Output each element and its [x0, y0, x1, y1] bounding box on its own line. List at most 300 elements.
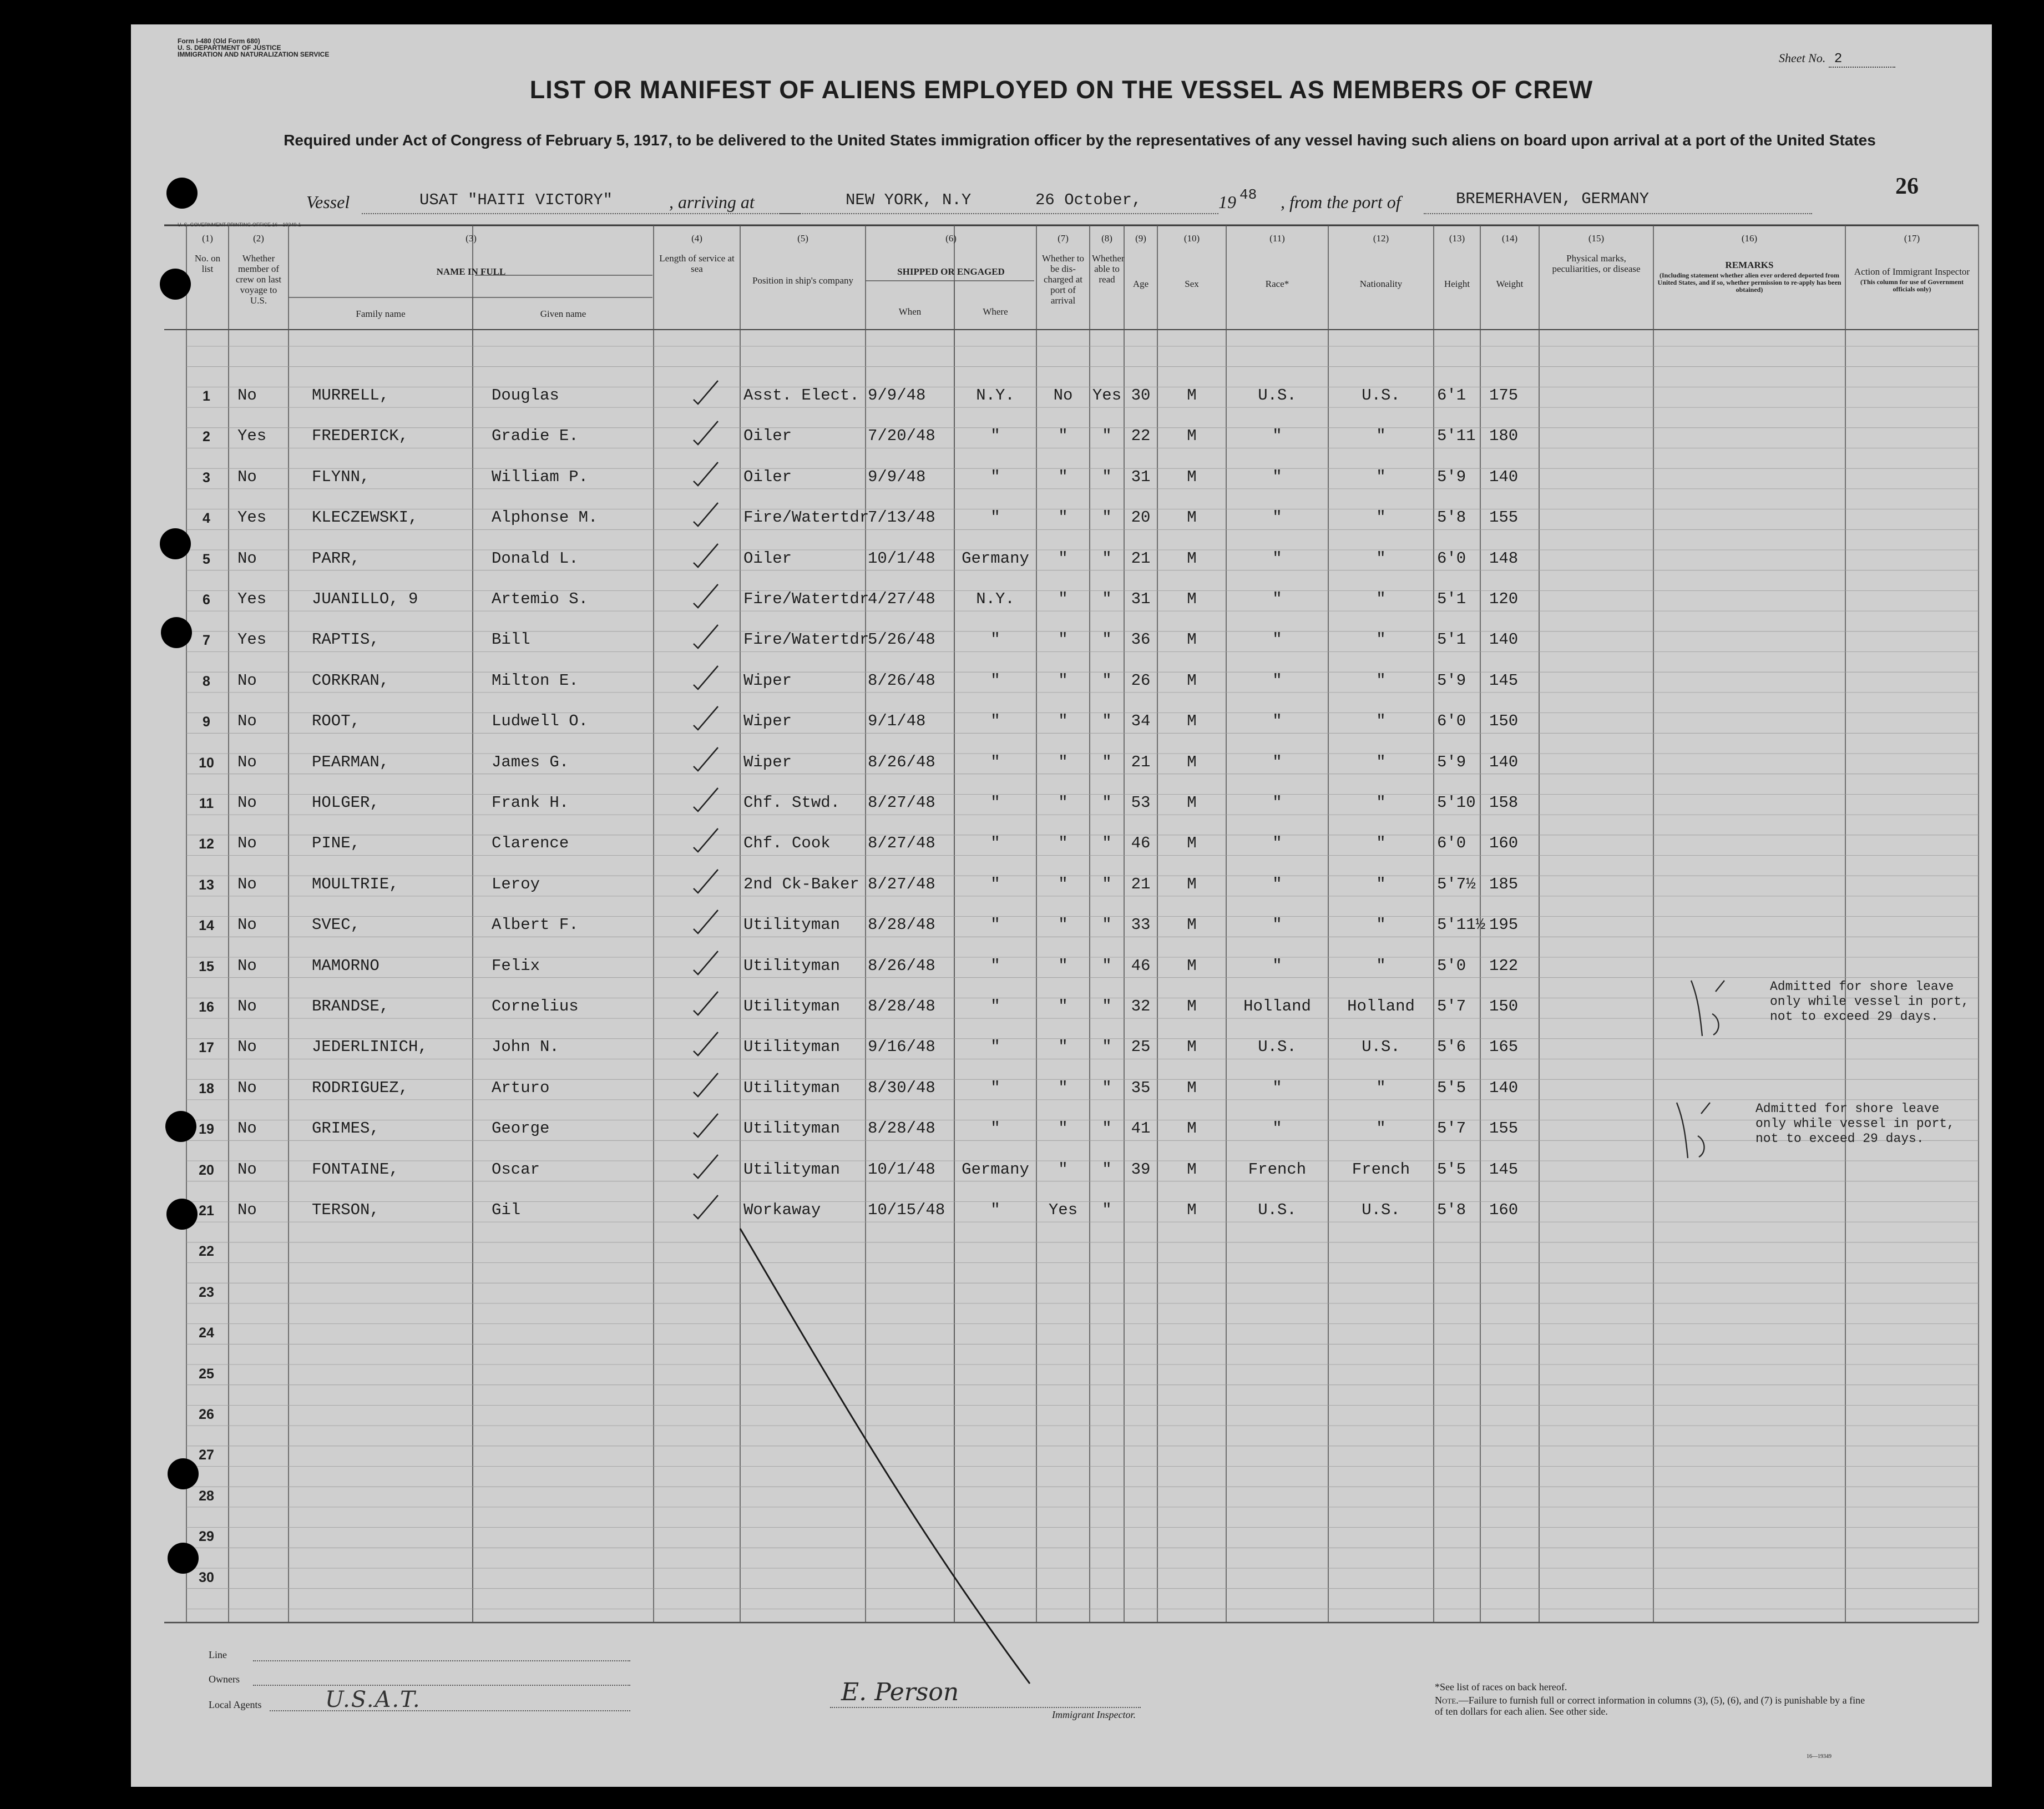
sex: M — [1187, 794, 1197, 812]
nationality: " — [1376, 630, 1386, 649]
discharged: " — [1058, 916, 1068, 934]
column-header-c1: No. on list — [194, 253, 221, 274]
weight: 120 — [1489, 590, 1519, 608]
note-label: Note. — [1435, 1695, 1459, 1706]
shipped-where: " — [990, 467, 1000, 486]
binder-hole — [166, 178, 198, 209]
form-id-line3: IMMIGRATION AND NATURALIZATION SERVICE — [178, 50, 330, 58]
race: Holland — [1243, 997, 1311, 1015]
column-number-c3: (3) — [466, 233, 477, 244]
shipped-when: 10/15/48 — [868, 1201, 945, 1219]
given-name: Ludwell O. — [492, 712, 589, 731]
column-number-c6: (6) — [945, 233, 957, 244]
discharged: " — [1058, 467, 1068, 486]
document-subtitle: Required under Act of Congress of February 5, 1917, to be delivered to the United States immigration officer by the representatives of any vessel having such aliens on board upon arrival at a port of the United States — [284, 132, 1876, 149]
family-name: SVEC, — [312, 916, 361, 934]
line-underline — [253, 1660, 630, 1661]
row-number: 1 — [203, 388, 210, 404]
family-name: JUANILLO, 9 — [312, 590, 418, 608]
weight: 140 — [1489, 467, 1519, 486]
weight: 148 — [1489, 549, 1519, 568]
able-to-read: " — [1102, 508, 1112, 527]
race: " — [1272, 712, 1282, 731]
prev-voyage: Yes — [237, 630, 267, 649]
weight: 150 — [1489, 712, 1519, 731]
shipped-where: " — [990, 712, 1000, 731]
race: " — [1272, 1119, 1282, 1138]
age: 46 — [1131, 834, 1151, 853]
column-header-c12: Nationality — [1359, 279, 1403, 289]
race: U.S. — [1258, 386, 1297, 405]
column-header-given: Given name — [540, 309, 586, 319]
position: Utilityman — [743, 916, 841, 934]
from-port: BREMERHAVEN, GERMANY — [1456, 190, 1650, 208]
note-text: —Failure to furnish full or correct information in columns (3), (5), (6), and (7) is punishable by a fine of ten dollars for each alien. See other side. — [1435, 1695, 1865, 1717]
race: " — [1272, 956, 1282, 975]
shipped-when: 9/9/48 — [868, 467, 926, 486]
shipped-where: " — [990, 752, 1000, 771]
given-name: Artemio S. — [492, 590, 589, 608]
nationality: U.S. — [1362, 1038, 1400, 1057]
shipped-when: 8/27/48 — [868, 875, 935, 893]
nationality: " — [1376, 671, 1386, 690]
sex: M — [1187, 1078, 1197, 1097]
column-number-c12: (12) — [1373, 233, 1389, 244]
nationality: " — [1376, 956, 1386, 975]
discharged: " — [1058, 752, 1068, 771]
closing-stroke — [131, 24, 1992, 1787]
prev-voyage: No — [237, 1038, 257, 1057]
nationality: " — [1376, 752, 1386, 771]
age: 21 — [1131, 549, 1151, 568]
nationality: Holland — [1347, 997, 1415, 1015]
shipped-where: N.Y. — [976, 590, 1015, 608]
nationality: French — [1352, 1160, 1410, 1179]
position: Oiler — [743, 467, 792, 486]
inspector-signature: E. Person — [841, 1678, 959, 1706]
row-number: 3 — [203, 469, 210, 486]
prev-voyage: No — [237, 752, 257, 771]
sex: M — [1187, 956, 1197, 975]
age: 25 — [1131, 1038, 1151, 1057]
weight: 140 — [1489, 630, 1519, 649]
column-number-c8: (8) — [1101, 233, 1112, 244]
given-name: Leroy — [492, 875, 540, 893]
shipped-when: 4/27/48 — [868, 590, 935, 608]
shipped-where: " — [990, 1038, 1000, 1057]
prev-voyage: No — [237, 834, 257, 853]
column-number-c5: (5) — [797, 233, 808, 244]
arrival-date: 26 October, — [1035, 191, 1142, 209]
weight: 140 — [1489, 752, 1519, 771]
shipped-when: 7/13/48 — [868, 508, 935, 527]
family-name: RODRIGUEZ, — [312, 1078, 409, 1097]
manifest-sheet — [131, 24, 1992, 1787]
row-number: 24 — [199, 1325, 214, 1341]
height: 5'1 — [1437, 590, 1466, 608]
vessel-value: USAT "HAITI VICTORY" — [419, 191, 613, 209]
given-name: Oscar — [492, 1160, 540, 1179]
prev-voyage: No — [237, 1078, 257, 1097]
shipped-where: Germany — [962, 1160, 1029, 1179]
column-number-c4: (4) — [691, 233, 702, 244]
row-number: 26 — [199, 1407, 214, 1422]
sheet-value: 2 — [1829, 52, 1895, 68]
column-header-c10: Sex — [1185, 279, 1199, 289]
family-name: PARR, — [312, 549, 361, 568]
shipped-where: " — [990, 875, 1000, 893]
able-to-read: " — [1102, 671, 1112, 690]
column-number-c2: (2) — [253, 233, 264, 244]
height: 5'8 — [1437, 508, 1466, 527]
prev-voyage: Yes — [237, 590, 267, 608]
shipped-when: 10/1/48 — [868, 1160, 935, 1179]
discharged: " — [1058, 630, 1068, 649]
height: 6'0 — [1437, 712, 1466, 731]
family-name: TERSON, — [312, 1201, 380, 1219]
able-to-read: " — [1102, 590, 1112, 608]
position: Chf. Stwd. — [743, 794, 841, 812]
race: " — [1272, 630, 1282, 649]
race: French — [1248, 1160, 1307, 1179]
row-number: 20 — [199, 1162, 214, 1178]
races-note: *See list of races on back hereof. — [1435, 1681, 1567, 1692]
discharged: " — [1058, 956, 1068, 975]
column-number-c17: (17) — [1904, 233, 1920, 244]
age: 26 — [1131, 671, 1151, 690]
prev-voyage: No — [237, 875, 257, 893]
sex: M — [1187, 549, 1197, 568]
prev-voyage: No — [237, 1119, 257, 1138]
discharged: " — [1058, 1038, 1068, 1057]
nationality: " — [1376, 1119, 1386, 1138]
nationality: " — [1376, 508, 1386, 527]
age: 21 — [1131, 875, 1151, 893]
prev-voyage: No — [237, 386, 257, 405]
position: Asst. Elect. — [743, 386, 859, 405]
column-header-c5: Position in ship's company — [752, 275, 854, 286]
height: 5'6 — [1437, 1038, 1466, 1057]
able-to-read: " — [1102, 834, 1112, 853]
row-number: 4 — [203, 511, 210, 527]
prev-voyage: No — [237, 467, 257, 486]
discharged: " — [1058, 1160, 1068, 1179]
agents-underline — [270, 1710, 630, 1711]
owners-label: Owners — [209, 1674, 240, 1685]
position: Oiler — [743, 427, 792, 446]
agents-value: U.S.A.T. — [325, 1687, 421, 1712]
column-number-c16: (16) — [1741, 233, 1758, 244]
binder-hole — [165, 1111, 196, 1142]
given-name: Frank H. — [492, 794, 569, 812]
discharged: " — [1058, 834, 1068, 853]
line-label: Line — [209, 1649, 227, 1660]
age: 20 — [1131, 508, 1151, 527]
shipped-where: " — [990, 508, 1000, 527]
nationality: U.S. — [1362, 386, 1400, 405]
row-number: 18 — [199, 1080, 214, 1096]
race: " — [1272, 794, 1282, 812]
row-number: 19 — [199, 1121, 214, 1138]
age: 34 — [1131, 712, 1151, 731]
shipped-when: 10/1/48 — [868, 549, 935, 568]
given-name: William P. — [492, 467, 589, 486]
height: 6'0 — [1437, 834, 1466, 853]
discharged: " — [1058, 1119, 1068, 1138]
discharged: " — [1058, 427, 1068, 446]
age: 53 — [1131, 794, 1151, 812]
column-header-c13: Height — [1444, 279, 1470, 289]
shipped-where: " — [990, 997, 1000, 1015]
shipped-where: N.Y. — [976, 386, 1015, 405]
nationality: " — [1376, 916, 1386, 934]
able-to-read: " — [1102, 794, 1112, 812]
height: 5'7½ — [1437, 875, 1476, 893]
binder-hole — [160, 528, 191, 559]
able-to-read: " — [1102, 1201, 1112, 1219]
race: " — [1272, 1078, 1282, 1097]
race: " — [1272, 427, 1282, 446]
vessel-label: Vessel — [306, 192, 350, 212]
weight: 155 — [1489, 1119, 1519, 1138]
nationality: " — [1376, 712, 1386, 731]
age: 21 — [1131, 752, 1151, 771]
race: " — [1272, 590, 1282, 608]
height: 5'5 — [1437, 1160, 1466, 1179]
shipped-when: 9/1/48 — [868, 712, 926, 731]
row-number: 2 — [203, 429, 210, 445]
binder-hole — [168, 1458, 199, 1489]
prev-voyage: No — [237, 997, 257, 1015]
fine-note — [1435, 1695, 1873, 1717]
position: Wiper — [743, 752, 792, 771]
discharged: " — [1058, 508, 1068, 527]
race: U.S. — [1258, 1038, 1297, 1057]
position: Workaway — [743, 1201, 821, 1219]
shipped-when: 8/26/48 — [868, 671, 935, 690]
prev-voyage: No — [237, 549, 257, 568]
shipped-when: 9/16/48 — [868, 1038, 935, 1057]
sex: M — [1187, 916, 1197, 934]
row-number: 12 — [199, 836, 214, 852]
height: 5'11 — [1437, 427, 1476, 446]
height: 5'7 — [1437, 1119, 1466, 1138]
row-number: 5 — [203, 551, 210, 567]
height: 6'1 — [1437, 386, 1466, 405]
arriving-label: , arriving at — [669, 192, 755, 212]
race: " — [1272, 752, 1282, 771]
height: 5'0 — [1437, 956, 1466, 975]
nationality: " — [1376, 549, 1386, 568]
column-number-c9: (9) — [1135, 233, 1146, 244]
sex: M — [1187, 875, 1197, 893]
given-name: Albert F. — [492, 916, 579, 934]
height: 5'9 — [1437, 752, 1466, 771]
able-to-read: " — [1102, 752, 1112, 771]
weight: 122 — [1489, 956, 1519, 975]
column-number-c11: (11) — [1269, 233, 1285, 244]
year-value: 48 — [1239, 186, 1257, 203]
given-name: Arturo — [492, 1078, 550, 1097]
sex: M — [1187, 712, 1197, 731]
binder-hole — [161, 617, 192, 648]
given-name: James G. — [492, 752, 569, 771]
height: 5'1 — [1437, 630, 1466, 649]
family-name: FREDERICK, — [312, 427, 409, 446]
column-subheader-c16: (Including statement whether alien ever ordered deported from United States, and if so, whether permission to re-apply has been obtained) — [1657, 271, 1841, 294]
family-name: MAMORNO — [312, 956, 380, 975]
column-number-c14: (14) — [1501, 233, 1518, 244]
shipped-where: " — [990, 834, 1000, 853]
shipped-where: " — [990, 956, 1000, 975]
column-header-c11: Race* — [1265, 279, 1289, 289]
inspector-label: Immigrant Inspector. — [1052, 1709, 1136, 1720]
nationality: " — [1376, 794, 1386, 812]
given-name: Cornelius — [492, 997, 579, 1015]
age: 36 — [1131, 630, 1151, 649]
column-header-c9: Age — [1132, 279, 1149, 289]
able-to-read: Yes — [1092, 386, 1122, 405]
family-name: HOLGER, — [312, 794, 380, 812]
form-code: 16—19349 — [1807, 1754, 1831, 1760]
column-header-c16: REMARKS — [1725, 260, 1774, 270]
row-number: 27 — [199, 1447, 214, 1463]
family-name: PEARMAN, — [312, 752, 389, 771]
position: Chf. Cook — [743, 834, 831, 853]
column-header-c6: SHIPPED OR ENGAGED — [897, 266, 1005, 277]
row-number: 6 — [203, 592, 210, 608]
race: " — [1272, 671, 1282, 690]
discharged: " — [1058, 997, 1068, 1015]
row-number: 25 — [199, 1366, 214, 1382]
prev-voyage: No — [237, 956, 257, 975]
race: " — [1272, 467, 1282, 486]
able-to-read: " — [1102, 875, 1112, 893]
age: 41 — [1131, 1119, 1151, 1138]
agents-label: Local Agents — [209, 1699, 262, 1710]
row-number: 29 — [199, 1529, 214, 1545]
column-header-c4: Length of service at sea — [659, 253, 735, 274]
family-name: FLYNN, — [312, 467, 370, 486]
age: 35 — [1131, 1078, 1151, 1097]
given-name: Bill — [492, 630, 530, 649]
family-name: MOULTRIE, — [312, 875, 399, 893]
prev-voyage: No — [237, 712, 257, 731]
prev-voyage: No — [237, 671, 257, 690]
weight: 180 — [1489, 427, 1519, 446]
discharged: " — [1058, 549, 1068, 568]
discharged: " — [1058, 794, 1068, 812]
weight: 160 — [1489, 834, 1519, 853]
age: 32 — [1131, 997, 1151, 1015]
race: " — [1272, 916, 1282, 934]
position: 2nd Ck-Baker — [743, 875, 859, 893]
shipped-where: " — [990, 630, 1000, 649]
height: 5'9 — [1437, 671, 1466, 690]
able-to-read: " — [1102, 1038, 1112, 1057]
given-name: Gil — [492, 1201, 521, 1219]
able-to-read: " — [1102, 712, 1112, 731]
prev-voyage: No — [237, 1160, 257, 1179]
row-number: 13 — [199, 877, 214, 893]
age: 33 — [1131, 916, 1151, 934]
height: 5'7 — [1437, 997, 1466, 1015]
form-id-line1: Form I-480 (Old Form 680) — [178, 37, 260, 45]
shipped-where: " — [990, 427, 1000, 446]
remark-text: Admitted for shore leave only while vessel in port, not to exceed 29 days. — [1770, 979, 1969, 1024]
sex: M — [1187, 1119, 1197, 1138]
given-name: Donald L. — [492, 549, 579, 568]
binder-hole — [166, 1199, 198, 1230]
prev-voyage: No — [237, 916, 257, 934]
form-id-line2: U. S. DEPARTMENT OF JUSTICE — [178, 44, 281, 52]
height: 5'8 — [1437, 1201, 1466, 1219]
weight: 145 — [1489, 1160, 1519, 1179]
sex: M — [1187, 508, 1197, 527]
able-to-read: " — [1102, 549, 1112, 568]
year-prefix: 19 — [1218, 192, 1236, 212]
remark-text: Admitted for shore leave only while vessel in port, not to exceed 29 days. — [1755, 1101, 1955, 1146]
row-number: 17 — [199, 1040, 214, 1056]
sex: M — [1187, 752, 1197, 771]
age: 22 — [1131, 427, 1151, 446]
column-number-c7: (7) — [1058, 233, 1069, 244]
weight: 155 — [1489, 508, 1519, 527]
row-number: 11 — [199, 796, 214, 811]
given-name: Felix — [492, 956, 540, 975]
prev-voyage: Yes — [237, 427, 267, 446]
shipped-when: 8/30/48 — [868, 1078, 935, 1097]
able-to-read: " — [1102, 997, 1112, 1015]
row-number: 16 — [199, 999, 214, 1015]
sex: M — [1187, 590, 1197, 608]
family-name: PINE, — [312, 834, 361, 853]
position: Fire/Watertdr — [743, 590, 869, 608]
column-header-c15: Physical marks, peculiarities, or disease — [1552, 253, 1641, 274]
column-header-c2: Whether member of crew on last voyage to U.S. — [235, 253, 282, 306]
given-name: John N. — [492, 1038, 559, 1057]
sex: M — [1187, 386, 1197, 405]
family-name: RAPTIS, — [312, 630, 380, 649]
nationality: " — [1376, 1078, 1386, 1097]
column-number-c13: (13) — [1449, 233, 1465, 244]
sheet-label: Sheet No. — [1779, 51, 1826, 65]
given-name: George — [492, 1119, 550, 1138]
age: 30 — [1131, 386, 1151, 405]
shipped-where: " — [990, 1119, 1000, 1138]
weight: 175 — [1489, 386, 1519, 405]
shipped-when: 8/27/48 — [868, 794, 935, 812]
page-mark: 26 — [1895, 174, 1919, 199]
discharged: Yes — [1048, 1201, 1078, 1219]
position: Utilityman — [743, 956, 841, 975]
column-subheader-c17: (This column for use of Government officials only) — [1860, 278, 1964, 293]
position: Utilityman — [743, 1119, 841, 1138]
sex: M — [1187, 427, 1197, 446]
able-to-read: " — [1102, 630, 1112, 649]
binder-hole — [160, 269, 191, 300]
shipped-where: " — [990, 1201, 1000, 1219]
position: Utilityman — [743, 1078, 841, 1097]
shipped-when: 8/28/48 — [868, 997, 935, 1015]
shipped-when: 8/27/48 — [868, 834, 935, 853]
row-number: 8 — [203, 673, 210, 689]
shipped-where: " — [990, 671, 1000, 690]
nationality: U.S. — [1362, 1201, 1400, 1219]
binder-hole — [168, 1543, 199, 1574]
position: Wiper — [743, 712, 792, 731]
nationality: " — [1376, 427, 1386, 446]
